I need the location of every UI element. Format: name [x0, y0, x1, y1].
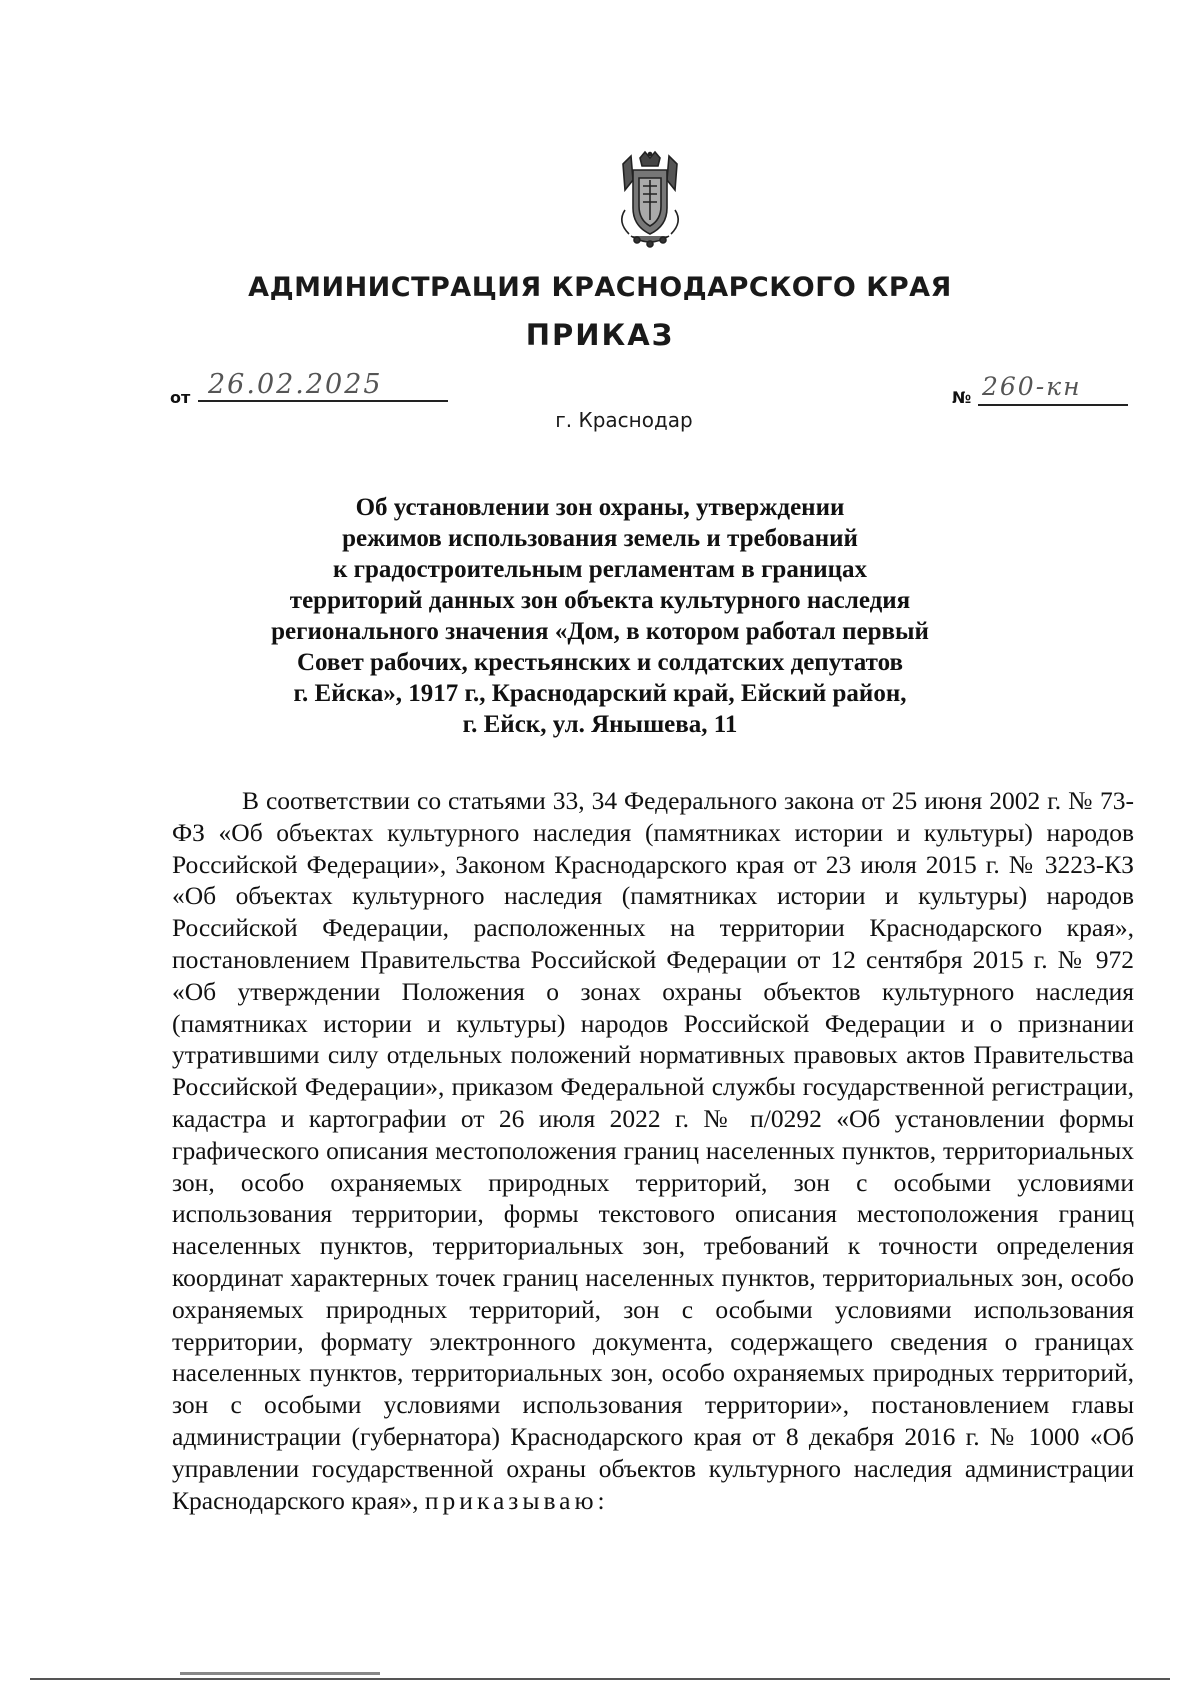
coat-of-arms-emblem [595, 150, 705, 250]
page-bottom-rule [30, 1678, 1170, 1680]
date-value: 26.02.2025 [198, 368, 448, 402]
subject-line: г. Ейска», 1917 г., Краснодарский край, Ейский район, [293, 680, 907, 707]
date-label: от [170, 388, 191, 407]
subject-line: территорий данных зон объекта культурного наследия [289, 587, 911, 614]
subject-line: Об установлении зон охраны, утверждении [355, 494, 845, 521]
document-subject [160, 492, 1040, 740]
body-paragraph [172, 785, 1134, 1516]
subject-line: к градостроительным регламентам в границах [332, 556, 868, 583]
body-closing-word: приказываю: [424, 1485, 609, 1515]
subject-line: Совет рабочих, крестьянских и солдатских депутатов [297, 649, 903, 676]
organization-title: АДМИНИСТРАЦИЯ КРАСНОДАРСКОГО КРАЯ [248, 272, 952, 303]
number-label: № [952, 388, 972, 407]
number-value: 260-кн [978, 372, 1128, 406]
document-type-title: ПРИКАЗ [525, 318, 675, 352]
subject-line: г. Ейск, ул. Янышева, 11 [462, 711, 738, 738]
city-label: г. Краснодар [555, 408, 693, 432]
page-bottom-mark [180, 1672, 380, 1675]
body-paragraph-text: В соответствии со статьями 33, 34 Федерального закона от 25 июня 2002 г. № 73-ФЗ «Об объектах культурного наследия (памятниках истории и культуры) народов Российской Федерации», Законом Краснодарского края от 23 июля 2015 г. № 3223-КЗ «Об объектах культурного наследия (памятниках истории и культуры) народов Российской Федерации, расположенных на территории Краснодарского края», постановлением Правительства Российской Федерации от 12 сентября 2015 г. № 972 «Об утверждении Положения о зонах охраны объектов культурного наследия (памятниках истории и культуры) народов Российской Федерации и о признании утратившими силу отдельных положений нормативных правовых актов Правительства Российской Федерации», приказом Федеральной службы государственной регистрации, кадастра и картографии от 26 июля 2022 г. № п/0292 «Об установлении формы графического описания местоположения границ населенных пунктов, территориальных зон, особо охраняемых природных территорий, зон с особыми условиями использования территории, формы текстового описания местоположения границ населенных пунктов, территориальных зон, требований к точности определения координат характерных точек границ населенных пунктов, территориальных зон, особо охраняемых природных территорий, зон с особыми условиями использования территории, формату электронного документа, содержащего сведения о границах населенных пунктов, территориальных зон, особо охраняемых природных территорий, зон с особыми условиями использования территории», постановлением главы администрации (губернатора) Краснодарского края от 8 декабря 2016 г. № 1000 «Об управлении государственной охраны объектов культурного наследия администрации Краснодарского края», [172, 786, 1134, 1515]
subject-line: режимов использования земель и требований [342, 525, 858, 552]
subject-line: регионального значения «Дом, в котором работал первый [271, 618, 929, 645]
